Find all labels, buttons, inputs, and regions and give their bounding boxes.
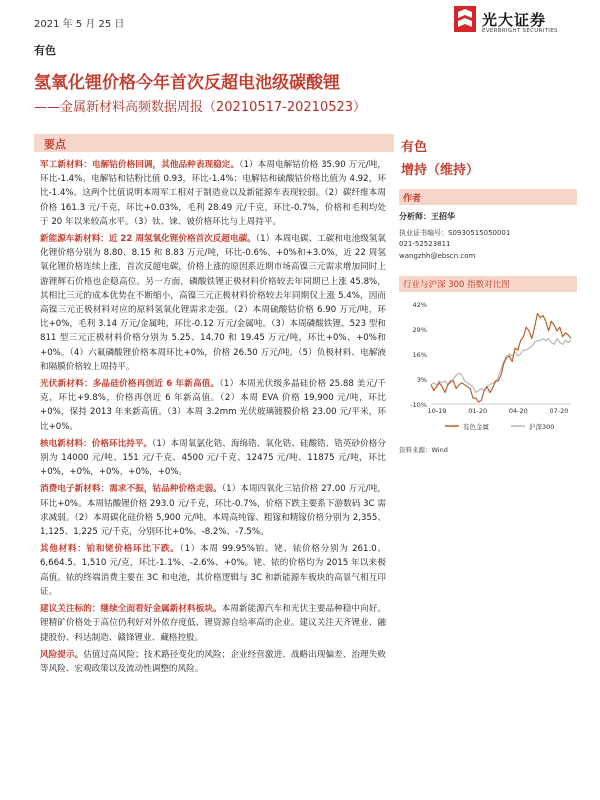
y-tick-label: 3% bbox=[416, 376, 427, 384]
paragraph-consumer-electronics bbox=[40, 482, 386, 539]
y-tick-label: 42% bbox=[412, 301, 427, 309]
chart-source: 资料来源：Wind bbox=[399, 446, 448, 454]
x-tick-label: 07-20 bbox=[549, 407, 569, 415]
sector-label: 有色 bbox=[34, 44, 56, 57]
paragraph-lead: 消费电子新材料：需求不振，钴品种价格走弱。 bbox=[40, 484, 222, 495]
everbright-logo bbox=[454, 6, 574, 40]
summary-body bbox=[40, 158, 386, 679]
paragraph-risk bbox=[40, 648, 386, 676]
paragraph-text: （1）本周电碳、工碳和电池级氢氧化锂价格分别为 8.80、8.15 和 8.83 万元/吨，环比-0.6%、+0%和+3.0%，近 22 周氢氧化锂价格连续上涨，首次反超电碳，价格上涨的原因系近期市场高镍三元需求增加同时上游锂辉石价格也企稳高位。另一方面，磷酸铁锂正极材料价格较去年同期已上涨 45.8%，其相比三元的成本优势在不断缩小，高镍三元正极材料价格较去年同期仅上涨 5.4%，因而高镍三元正极材料对应的原料氢氧化锂需求走强。（2）本周硫酸钴价格 6.90 万元/吨，环比+0%，毛利 3.14 万元/金属吨，环比-0.12 万元/金属吨。（3）本周磷酸铁锂、523 型和 811 型三元正极材料价格分别为 5.25、14.70 和 19.45 万元/吨，环比+0%、+0%和+0%。（4）六氟磷酸锂价格本周环比+0%，价格 26.50 万元/吨。（5）负极材料、电解液和隔膜价格较上周持平。 bbox=[40, 234, 386, 372]
analyst-name: 分析师：王招华 bbox=[399, 212, 455, 221]
paragraph-ev bbox=[40, 232, 386, 374]
analyst-section-header bbox=[399, 189, 577, 205]
rating-value: 增持（维持） bbox=[401, 163, 480, 178]
paragraph-lead: 光伏新材料：多晶硅价格再创近 6 年新高值。 bbox=[40, 379, 220, 390]
paragraph-lead: 核电新材料：价格环比持平。 bbox=[40, 438, 153, 449]
x-tick-label: 04-20 bbox=[508, 407, 528, 415]
x-tick-label: 10-19 bbox=[427, 407, 447, 415]
x-tick-label: 01-20 bbox=[468, 407, 488, 415]
paragraph-text: （1）本周光伏级多晶硅价格 25.88 美元/千克，环比+9.8%，价格再创近 6 年新高值。（2）本周 EVA 价格 19,900 元/吨，环比+0%，保持 2013 年来新高值。（3）本周 3.2mm 光伏玻璃镀膜价格 23.00 元/平米，环比+0%。 bbox=[40, 379, 386, 432]
analyst-license: 执业证书编号：S0930515050001 bbox=[399, 229, 511, 237]
paragraph-text: 估值过高风险；技术路径变化的风险；企业经营激进、战略出现偏差、治理失败等风险、宏观政策以及流动性调整的风险。 bbox=[40, 649, 386, 674]
paragraph-lead: 风险提示。 bbox=[40, 649, 84, 660]
paragraph-recommendation bbox=[40, 602, 386, 645]
series-line-nonferrous bbox=[431, 314, 571, 403]
y-tick-label: 16% bbox=[412, 351, 427, 359]
chart-heading: 行业与沪深 300 指数对比图 bbox=[403, 280, 510, 290]
report-title: 氢氧化锂价格今年首次反超电池级碳酸锂 bbox=[34, 73, 340, 93]
summary-heading: 要点 bbox=[44, 138, 66, 151]
series-line-hs300 bbox=[431, 339, 571, 393]
paragraph-text: （1）本周四氧化三钴价格 27.00 万元/吨，环比+0%。本周钴酸锂价格 293.0 元/千克，环比-0.7%，价格下跌主要系下游数码 3C 需求减弱。（2）本周碳化硅价格 5,900 元/吨，本周高纯镓、粗镓和精镓价格分别为 2,355、1,125、1,225 元/千克，分别环比+0%、-8.2%、-7.5%。 bbox=[40, 484, 386, 538]
paragraph-lead: 新能源车新材料：近 22 周氢氧化锂价格首次反超电碳。 bbox=[40, 234, 256, 245]
logo-text: 光大证券 bbox=[482, 11, 547, 29]
analyst-email[interactable]: wangzhh@ebscn.com bbox=[399, 252, 476, 260]
everbright-logo-icon bbox=[454, 6, 476, 32]
logo-english-text: EVERBRIGHT SECURITIES bbox=[482, 28, 558, 34]
industry-index-chart bbox=[399, 296, 577, 441]
rating-sector: 有色 bbox=[401, 140, 428, 155]
paragraph-text: （1）本周电解钴价格 35.90 万元/吨，环比-1.4%。电解钴和钴粉比值 0.93，环比-1.4%；电解钴和硫酸钴价格比值为 4.92，环比-1.4%。这两个比值说明本周军工相对于制造业以及新能源车表现较弱。（2）碳纤维本周价格 161.3 元/千克，环比+0.03%，毛利 28.49 元/千克，环比-0.7%，价格和毛利均处于 20 年以来较高水平。（3）钛、铼、铍价格环比与上周持平。 bbox=[40, 160, 386, 227]
paragraph-nuclear bbox=[40, 437, 386, 480]
y-tick-label: -10% bbox=[410, 401, 427, 409]
paragraph-text: 本周新能源汽车和光伏主要品种稳中向好。锂精矿价格处于高位仍利好对外依存度低、锂资源自给率高的企业。建议关注天齐锂业、融捷股份、科达制造、赣锋锂业、藏格控股。 bbox=[40, 604, 386, 643]
y-tick-label: 29% bbox=[412, 326, 427, 334]
analyst-phone: 021-52523811 bbox=[399, 240, 451, 248]
paragraph-military bbox=[40, 158, 386, 229]
report-subtitle: ——金属新材料高频数据周报（20210517-20210523） bbox=[34, 100, 367, 115]
analyst-heading: 作者 bbox=[403, 194, 422, 204]
chart-section-header bbox=[399, 276, 577, 292]
paragraph-lead: 建议关注标的：继续全面看好金属新材料板块。 bbox=[40, 604, 222, 615]
report-date: 2021 年 5 月 25 日 bbox=[34, 19, 125, 30]
summary-section-header bbox=[34, 134, 394, 152]
paragraph-pv bbox=[40, 377, 386, 434]
paragraph-other bbox=[40, 542, 386, 599]
paragraph-text: （1）本周氧氯化锆、海绵锆、氧化锆、硅酸锆、锆英砂价格分别为 14000 元/吨、151 元/千克、4500 元/千克、12475 元/吨、11875 元/吨，环比+0%，+0%，+0%，+0%，+0%。 bbox=[40, 438, 386, 478]
paragraph-text: （1）本周 99.95%铂、铑、铱价格分别为 261.0、6,664.5、1,510 元/克，环比-1.1%、-2.6%、+0%。铑、铱的价格均为 2015 年以来极高值。铱的终端消费主要在 3C 和电池，其价格逻辑与 3C 和新能源车板块的高景气相互印证。 bbox=[40, 544, 386, 597]
legend-label: 沪深300 bbox=[529, 423, 555, 431]
paragraph-lead: 其他材料：铂和铑价格环比下跌。 bbox=[40, 544, 180, 555]
legend-label: 有色金属 bbox=[463, 423, 489, 431]
paragraph-lead: 军工新材料：电解钴价格回调，其他品种表现稳定。 bbox=[40, 160, 240, 170]
